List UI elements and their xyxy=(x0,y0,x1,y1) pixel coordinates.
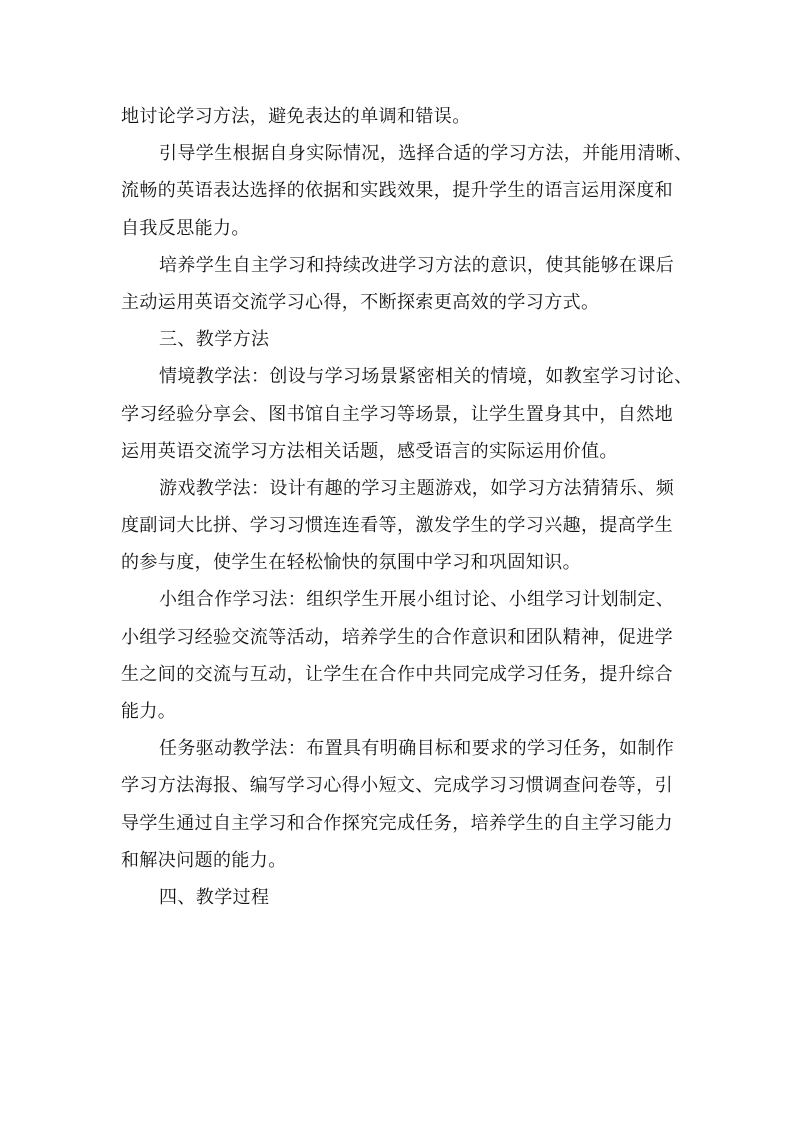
text-line: 学习经验分享会、图书馆自主学习等场景，让学生置身其中，自然地 xyxy=(121,403,673,425)
text-line: 引导学生根据自身实际情况，选择合适的学习方法，并能用清晰、 xyxy=(159,143,693,165)
text-line: 游戏教学法：设计有趣的学习主题游戏，如学习方法猜猜乐、频 xyxy=(159,477,675,499)
text-line: 导学生通过自主学习和合作探究完成任务，培养学生的自主学习能力 xyxy=(121,812,673,834)
text-line: 生之间的交流与互动，让学生在合作中共同完成学习任务，提升综合 xyxy=(121,663,673,685)
section-heading-process: 四、教学过程 xyxy=(159,886,270,908)
text-line: 地讨论学习方法，避免表达的单调和错误。 xyxy=(121,106,471,127)
text-line: 小组合作学习法：组织学生开展小组讨论、小组学习计划制定、 xyxy=(159,589,675,611)
text-line: 运用英语交流学习方法相关话题，感受语言的实际运用价值。 xyxy=(121,440,618,462)
text-line: 流畅的英语表达选择的依据和实践效果，提升学生的语言运用深度和 xyxy=(121,180,673,202)
document-body xyxy=(121,98,693,916)
text-line: 和解决问题的能力。 xyxy=(121,849,287,871)
text-line: 度副词大比拼、学习习惯连连看等，激发学生的学习兴趣，提高学生 xyxy=(121,515,673,537)
text-line: 任务驱动教学法：布置具有明确目标和要求的学习任务，如制作 xyxy=(159,738,675,760)
text-line: 培养学生自主学习和持续改进学习方法的意识，使其能够在课后 xyxy=(159,254,675,276)
text-line: 小组学习经验交流等活动，培养学生的合作意识和团队精神，促进学 xyxy=(121,626,673,648)
text-line: 的参与度，使学生在轻松愉快的氛围中学习和巩固知识。 xyxy=(121,552,581,574)
text-line: 学习方法海报、编写学习心得小短文、完成学习习惯调查问卷等，引 xyxy=(121,775,673,797)
text-line: 主动运用英语交流学习心得，不断探索更高效的学习方式。 xyxy=(121,291,600,313)
text-line: 能力。 xyxy=(121,701,177,722)
text-line: 自我反思能力。 xyxy=(121,217,250,239)
text-line: 情境教学法：创设与学习场景紧密相关的情境，如教室学习讨论、 xyxy=(159,366,693,388)
section-heading-methods: 三、教学方法 xyxy=(159,329,270,351)
